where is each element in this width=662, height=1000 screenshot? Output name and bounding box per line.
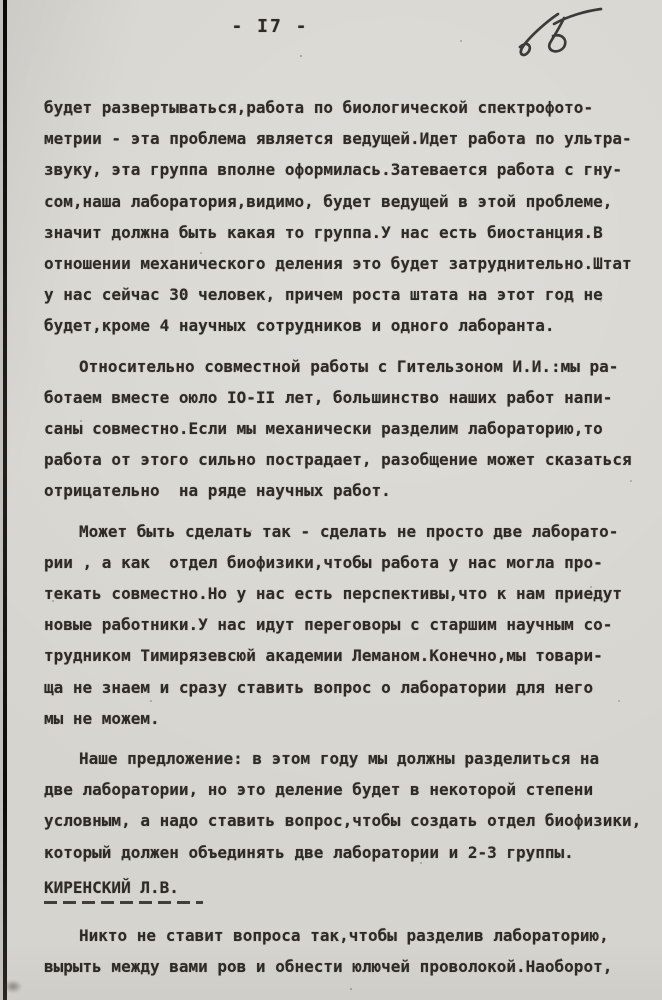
paragraph [44, 92, 648, 342]
text-line: текать совместно.Но у нас есть перспективы,что к нам приедут [44, 584, 622, 604]
speaker-heading [44, 878, 648, 906]
text-line: значит должна быть какая то группа.У нас есть биостанция.В [44, 222, 603, 242]
text-line: мы не можем. [44, 708, 160, 728]
text-line: две лаборатории, но это деление будет в некоторой степени [44, 780, 594, 800]
handwritten-page-mark-65 [494, 2, 612, 66]
text-line: сом,наша лаборатория,видимо, будет ведущей в этой проблеме, [44, 191, 613, 211]
text-line: ща не знаем и сразу ставить вопрос о лаборатории для него [44, 677, 594, 697]
text-line: ботаем вместе оюло IO-II лет, большинство наших работ напи- [44, 387, 613, 407]
text-line: отношении механического деления это будет затруднительно.Штат [44, 254, 632, 274]
document-body [44, 92, 648, 991]
paragraph [44, 516, 648, 734]
text-line: работа от этого сильно пострадает, разобщение может сказаться [44, 450, 632, 470]
text-line: трудником Тимирязевсюй академии Леманом.Конечно,мы товари- [44, 646, 603, 666]
text-line: условным, а надо ставить вопрос,чтобы создать отдел биофизики, [44, 811, 642, 831]
speaker-name: КИРЕНСКИЙ Л.В. [44, 878, 179, 906]
text-line: звуку, эта группа вполне оформилась.Затевается работа с гну- [44, 160, 622, 180]
scan-edge-line [3, 0, 7, 1000]
text-line: у нас сейчас 30 человек, причем роста штата на этот год не [44, 285, 603, 305]
text-line: Никто не ставит вопроса так,чтобы разделив лабораторию, [79, 925, 609, 945]
text-line: будет развертываться,работа по биологической спектрофото- [44, 98, 594, 117]
paper-noise-specks [0, 0, 2, 2]
text-line: Относительно совместной работы с Гительзоном И.И.:мы ра- [79, 356, 619, 376]
text-line: Может быть сделать так - сделать не просто две лаборато- [79, 521, 619, 541]
text-line: вырыть между вами ров и обнести юлючей проволокой.Наоборот, [44, 957, 613, 977]
paragraph [44, 351, 648, 507]
corner-smudge [4, 980, 22, 993]
text-line: саны совместно.Если мы механически разделим лабораторию,то [44, 419, 603, 439]
text-line: который должен объединять две лаборатории и 2-3 группы. [44, 842, 574, 862]
text-line: новые работники.У нас идут переговоры с старшим научным со- [44, 615, 613, 635]
page-number: - I7 - [231, 16, 309, 37]
text-line: рии , а как отдел биофизики,чтобы работа у нас могла про- [44, 552, 603, 572]
text-line: Наше предложение: в этом году мы должны разделиться на [79, 749, 600, 769]
paragraph [44, 920, 648, 982]
text-line: отрицательно на ряде научных работ. [44, 481, 391, 501]
text-line: метрии - эта проблема является ведущей.Идет работа по ультра- [44, 129, 632, 149]
text-line: будет,кроме 4 научных сотрудников и одного лаборанта. [44, 316, 555, 336]
paragraph [44, 743, 648, 868]
